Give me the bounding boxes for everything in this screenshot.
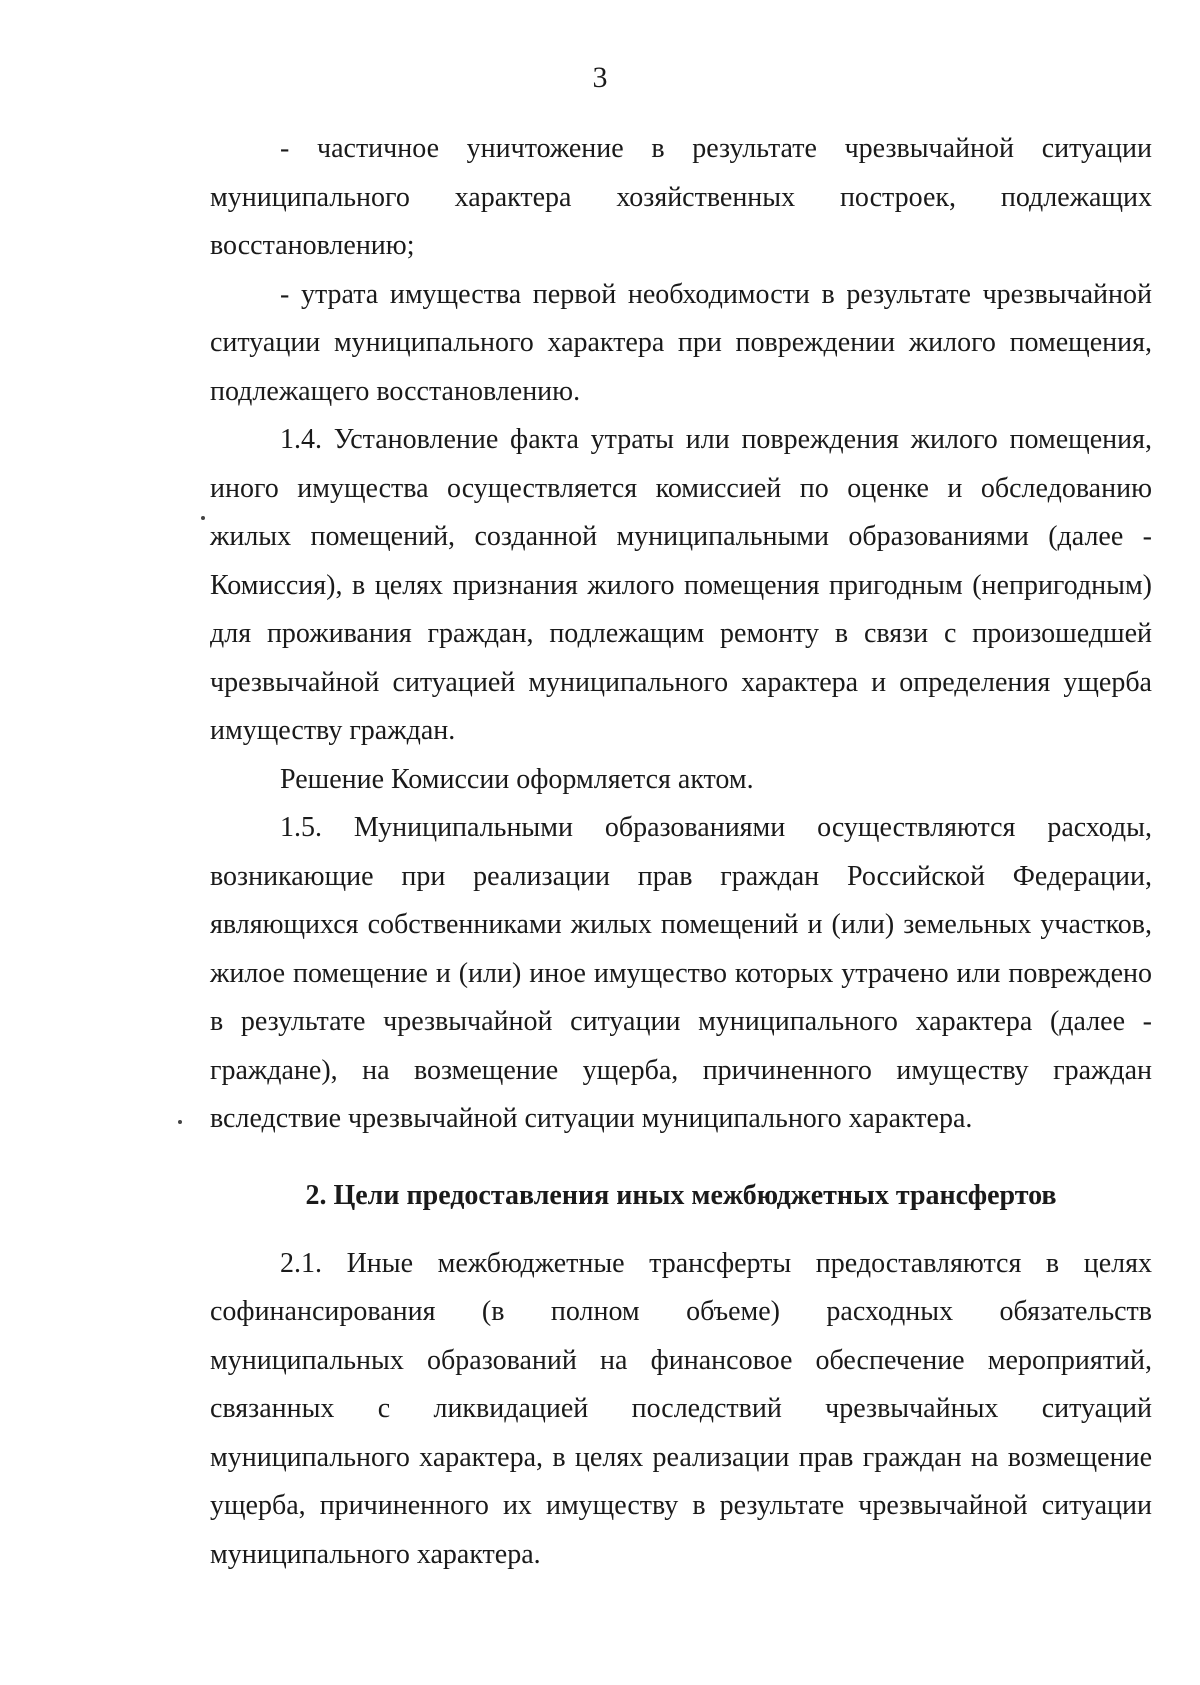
section-2-heading: 2. Цели предоставления иных межбюджетных трансфертов xyxy=(305,1179,1057,1211)
paragraph-1-5: 1.5. Муниципальными образованиями осуществляются расходы, возникающие при реализации прав граждан Российской Федерации, являющихся собственниками жилых помещений и (или) земельных участков, жилое помещение и (или) иное имущество которых утрачено или повреждено в результате чрезвычайной ситуации муниципального характера (далее - граждане), на возмещение ущерба, причиненного имуществу граждан вследствие чрезвычайной ситуации муниципального характера. xyxy=(210,812,1152,1134)
page-number: 3 xyxy=(592,61,608,94)
document-body xyxy=(210,125,1152,1579)
paragraph-partial-destruction: - частичное уничтожение в результате чрезвычайной ситуации муниципального характера хозяйственных построек, подлежащих восстановлению; xyxy=(210,133,1152,261)
paragraph-1-4: 1.4. Установление факта утраты или повреждения жилого помещения, иного имущества осуществляется комиссией по оценке и обследованию жилых помещений, созданной муниципальными образованиями (далее - Комиссия), в целях признания жилого помещения пригодным (непригодным) для проживания граждан, подлежащим ремонту в связи с произошедшей чрезвычайной ситуацией муниципального характера и определения ущерба имуществу граждан. xyxy=(210,424,1152,746)
paragraph-commission-decision: Решение Комиссии оформляется актом. xyxy=(280,763,754,795)
scan-speck xyxy=(201,516,205,520)
paragraph-2-1: 2.1. Иные межбюджетные трансферты предоставляются в целях софинансирования (в полном объеме) расходных обязательств муниципальных образований на финансовое обеспечение мероприятий, связанных с ликвидацией последствий чрезвычайных ситуаций муниципального характера, в целях реализации прав граждан на возмещение ущерба, причиненного их имуществу в результате чрезвычайной ситуации муниципального характера. xyxy=(210,1247,1152,1570)
paragraph-loss-of-property: - утрата имущества первой необходимости в результате чрезвычайной ситуации муниципального характера при повреждении жилого помещения, подлежащего восстановлению. xyxy=(210,278,1152,407)
scan-speck xyxy=(178,1120,182,1124)
